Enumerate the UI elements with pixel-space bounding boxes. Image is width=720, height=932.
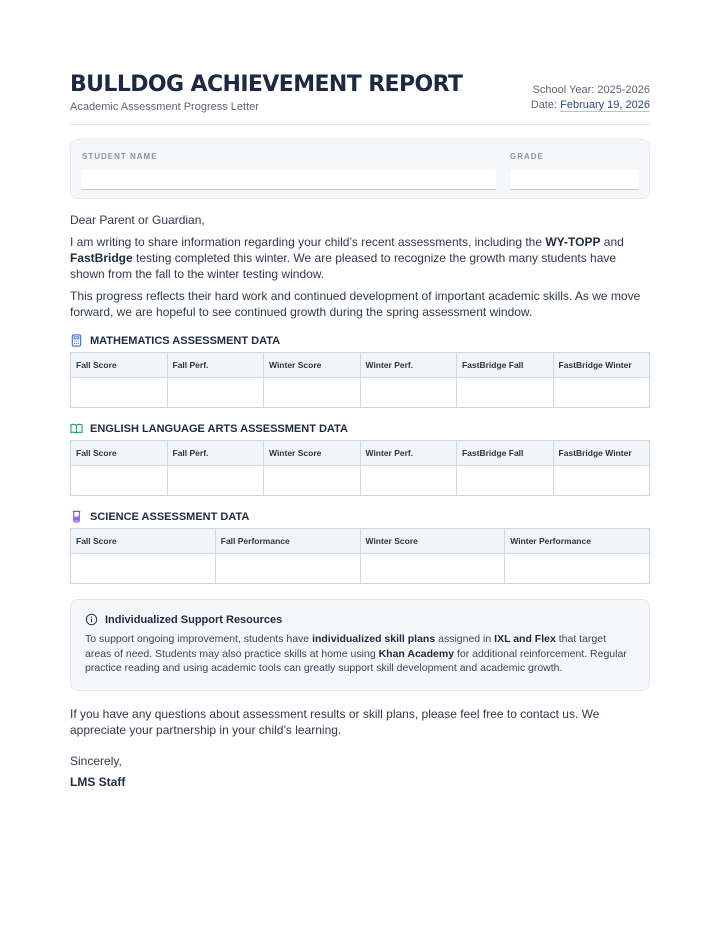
table-row [71,554,650,584]
column-header: FastBridge Fall [457,353,554,378]
support-text-1: To support ongoing improvement, students have [85,633,313,645]
beaker-icon [70,510,83,523]
column-header: FastBridge Winter [553,441,650,466]
column-header: Fall Performance [215,529,360,554]
intro-paragraph [70,234,650,282]
support-resources-box [70,599,650,691]
table-cell[interactable] [505,554,650,584]
table-row [71,378,650,408]
column-header: Fall Score [71,353,168,378]
calculator-icon [70,334,83,347]
khan-academy-bold: Khan Academy [378,647,455,660]
signature: LMS Staff [70,774,126,789]
column-header: Fall Score [71,529,216,554]
column-header: Fall Perf. [167,353,264,378]
student-name-field[interactable] [82,169,496,190]
intro-text-2: and [600,235,624,249]
table-header-row [71,529,650,554]
letter-closing [70,706,650,790]
table-header-row [71,441,650,466]
science-section-title [70,510,650,523]
date-value: February 19, 2026 [560,99,650,111]
support-text-2: assigned in [435,633,495,645]
grade-field-group [510,152,638,198]
table-cell[interactable] [71,378,168,408]
table-cell[interactable] [360,378,457,408]
table-cell[interactable] [457,466,554,496]
ela-title-text: ENGLISH LANGUAGE ARTS ASSESSMENT DATA [90,422,348,435]
ela-table [70,440,650,496]
student-name-field-group [82,152,496,198]
letter-body [70,212,650,320]
science-title-text: SCIENCE ASSESSMENT DATA [90,510,250,523]
column-header: Winter Performance [505,529,650,554]
table-cell[interactable] [264,378,361,408]
skill-plans-bold: individualized skill plans [312,633,436,645]
student-info-card [70,139,650,199]
student-name-label: STUDENT NAME [82,152,158,161]
greeting: Dear Parent or Guardian, [70,213,205,227]
report-header [70,0,650,113]
table-cell[interactable] [167,466,264,496]
table-cell[interactable] [553,466,650,496]
math-section-title [70,334,650,347]
math-title-text: MATHEMATICS ASSESSMENT DATA [90,334,281,347]
table-cell[interactable] [553,378,650,408]
column-header: Fall Score [71,441,168,466]
column-header: Fall Perf. [167,441,264,466]
fastbridge-bold: FastBridge [70,251,133,265]
support-text-4: for additional reinforcement. Regular practice reading and using academic tools can greatly support skill development and academic growth. [85,647,627,674]
wy-topp-bold: WY-TOPP [545,235,601,249]
column-header: Winter Score [360,529,505,554]
math-table [70,352,650,408]
header-divider [70,124,650,125]
table-cell[interactable] [360,466,457,496]
info-icon [85,613,98,626]
ixl-flex-bold: IXL and Flex [494,633,556,645]
support-title: Individualized Support Resources [105,613,283,626]
title-block [70,72,462,113]
table-header-row [71,353,650,378]
table-cell[interactable] [360,554,505,584]
support-header [85,613,635,626]
date-label: Date: [530,99,561,111]
report-title: BULLDOG ACHIEVEMENT REPORT [70,72,463,97]
table-cell[interactable] [167,378,264,408]
table-cell[interactable] [71,554,216,584]
support-text-3: that target areas of need. Students may also practice skills at home using [85,633,607,660]
table-cell[interactable] [264,466,361,496]
report-date [531,98,650,113]
sign-off: Sincerely, [70,753,122,768]
progress-paragraph: This progress reflects their hard work and continued development of important academic skills. As we move forward, we are hopeful to see continued growth during the spring assessment window. [70,289,641,319]
report-meta [531,83,650,113]
table-row [71,466,650,496]
column-header: FastBridge Fall [457,441,554,466]
column-header: Winter Score [264,353,361,378]
column-header: Winter Score [264,441,361,466]
intro-text-3: testing completed this winter. We are pleased to recognize the growth many students have shown from the fall to the winter testing window. [70,251,617,281]
table-cell[interactable] [457,378,554,408]
column-header: Winter Perf. [360,353,457,378]
column-header: FastBridge Winter [553,353,650,378]
table-cell[interactable] [71,466,168,496]
closing-paragraph: If you have any questions about assessment results or skill plans, please feel free to contact us. We appreciate your partnership in your child’s learning. [70,706,600,737]
school-year: School Year: 2025-2026 [532,84,650,96]
support-text [85,632,635,676]
report-subtitle: Academic Assessment Progress Letter [70,101,259,113]
grade-label: GRADE [510,152,544,161]
book-icon [70,422,83,435]
intro-text-1: I am writing to share information regarding your child’s recent assessments, including the [70,235,546,249]
science-table [70,528,650,584]
grade-field[interactable] [510,169,638,190]
table-cell[interactable] [215,554,360,584]
column-header: Winter Perf. [360,441,457,466]
ela-section-title [70,422,650,435]
